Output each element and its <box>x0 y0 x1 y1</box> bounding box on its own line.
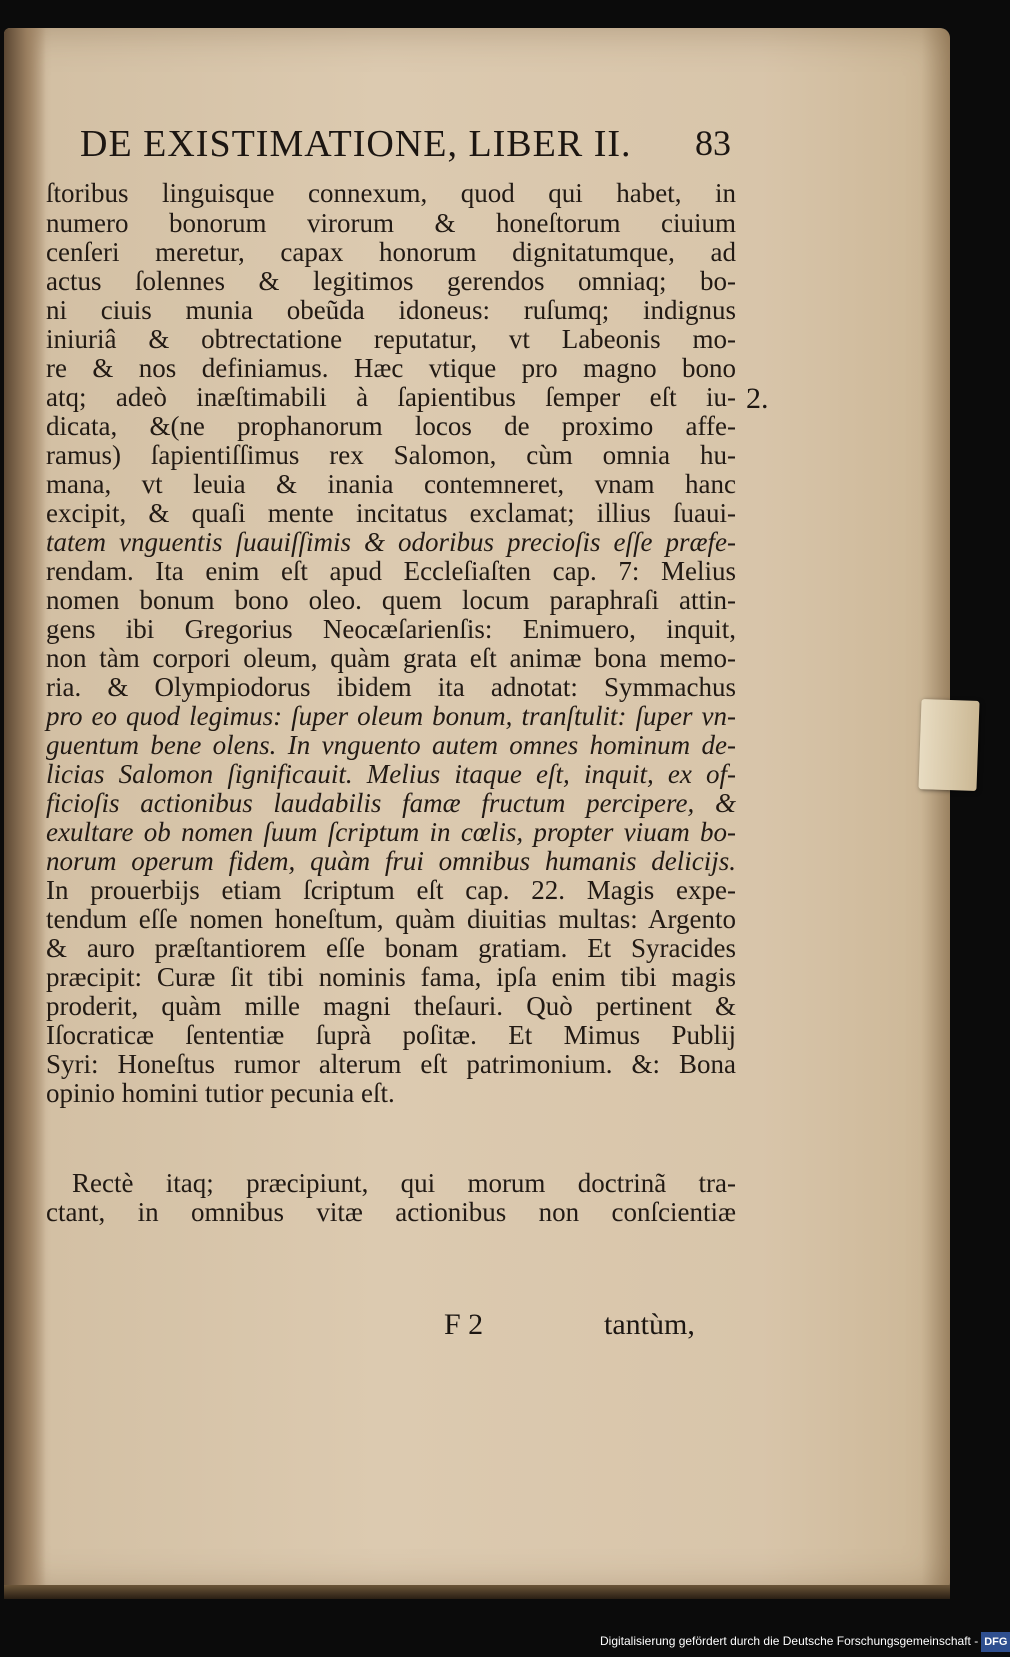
text-line: numero bonorum virorum & honeſtorum ciuium <box>46 208 736 238</box>
margin-note: 2. <box>746 382 769 415</box>
text-line: ficioſis actionibus laudabilis famæ fructum percipere, & <box>46 788 736 818</box>
text-line: ctant, in omnibus vitæ actionibus non conſcientiæ <box>46 1197 736 1227</box>
text-line: ni ciuis munia obeũda idoneus: ruſumq; indignus <box>46 295 736 325</box>
page-bottom-edge <box>4 1585 950 1599</box>
signature-mark: F 2 <box>444 1308 484 1341</box>
page-gutter-shadow <box>4 28 46 1593</box>
footer-text: Digitalisierung gefördert durch die Deutsche Forschungsgemeinschaft - <box>600 1634 979 1648</box>
catchword: tantùm, <box>604 1308 695 1341</box>
text-line: re & nos definiamus. Hæc vtique pro magno bono <box>46 353 736 383</box>
text-line: In prouerbijs etiam ſcriptum eſt cap. 22. Magis expe- <box>46 875 736 905</box>
text-line: ſtoribus linguisque connexum, quod qui habet, in <box>46 178 736 208</box>
text-line: exultare ob nomen ſuum ſcriptum in cœlis, propter viuam bo- <box>46 817 736 847</box>
text-line: ramus) ſapientiſſimus rex Salomon, cùm omnia hu- <box>46 440 736 470</box>
text-line: guentum bene olens. In vnguento autem omnes hominum de- <box>46 730 736 760</box>
running-head: DE EXISTIMATIONE, LIBER II. <box>80 123 632 165</box>
text-line: excipit, & quaſi mente incitatus exclamat; illius ſuaui- <box>46 498 736 528</box>
text-line: dicata, &(ne prophanorum locos de proximo affe- <box>46 411 736 441</box>
text-line: gens ibi Gregorius Neocæſarienſis: Enimuero, inquit, <box>46 614 736 644</box>
text-line: opinio homini tutior pecunia eſt. <box>46 1078 395 1108</box>
text-line: præcipit: Curæ ſit tibi nominis fama, ipſa enim tibi magis <box>46 962 736 992</box>
text-line: rendam. Ita enim eſt apud Eccleſiaſten cap. 7: Melius <box>46 556 736 586</box>
text-line: Syri: Honeſtus rumor alterum eſt patrimonium. &: Bona <box>46 1049 736 1079</box>
text-line: tendum eſſe nomen honeſtum, quàm diuitias multas: Argento <box>46 904 736 934</box>
text-line: actus ſolennes & legitimos gerendos omniaq; bo- <box>46 266 736 296</box>
page-number: 83 <box>695 123 731 163</box>
text-line: & auro præſtantiorem eſſe bonam gratiam. Et Syracides <box>46 933 736 963</box>
text-line: ria. & Olympiodorus ibidem ita adnotat: Symmachus <box>46 672 736 702</box>
text-line: proderit, quàm mille magni theſauri. Quò pertinent & <box>46 991 736 1021</box>
text-line: Rectè itaq; præcipiunt, qui morum doctrinã tra- <box>72 1168 736 1198</box>
text-line: iniuriâ & obtrectatione reputatur, vt Labeonis mo- <box>46 324 736 354</box>
text-line: non tàm corpori oleum, quàm grata eſt animæ bona memo- <box>46 643 736 673</box>
text-line: atq; adeò inæſtimabili à ſapientibus ſemper eſt iu- <box>46 382 736 412</box>
text-line: norum operum fidem, quàm frui omnibus humanis delicijs. <box>46 846 736 876</box>
text-line: pro eo quod legimus: ſuper oleum bonum, tranſtulit: ſuper vn- <box>46 701 736 731</box>
text-line: Iſocraticæ ſententiæ ſuprà poſitæ. Et Mimus Publij <box>46 1020 736 1050</box>
text-line: tatem vnguentis ſuauiſſimis & odoribus precioſis eſſe præfe- <box>46 527 736 557</box>
footer-credit <box>600 1631 1008 1651</box>
paper-tab <box>918 699 979 791</box>
text-line: nomen bonum bono oleo. quem locum paraphraſi attin- <box>46 585 736 615</box>
text-line: licias Salomon ſignificauit. Melius itaque eſt, inquit, ex of- <box>46 759 736 789</box>
text-line: mana, vt leuia & inania contemneret, vnam hanc <box>46 469 736 499</box>
text-line: cenſeri meretur, capax honorum dignitatumque, ad <box>46 237 736 267</box>
dfg-logo: DFG <box>981 1632 1010 1652</box>
